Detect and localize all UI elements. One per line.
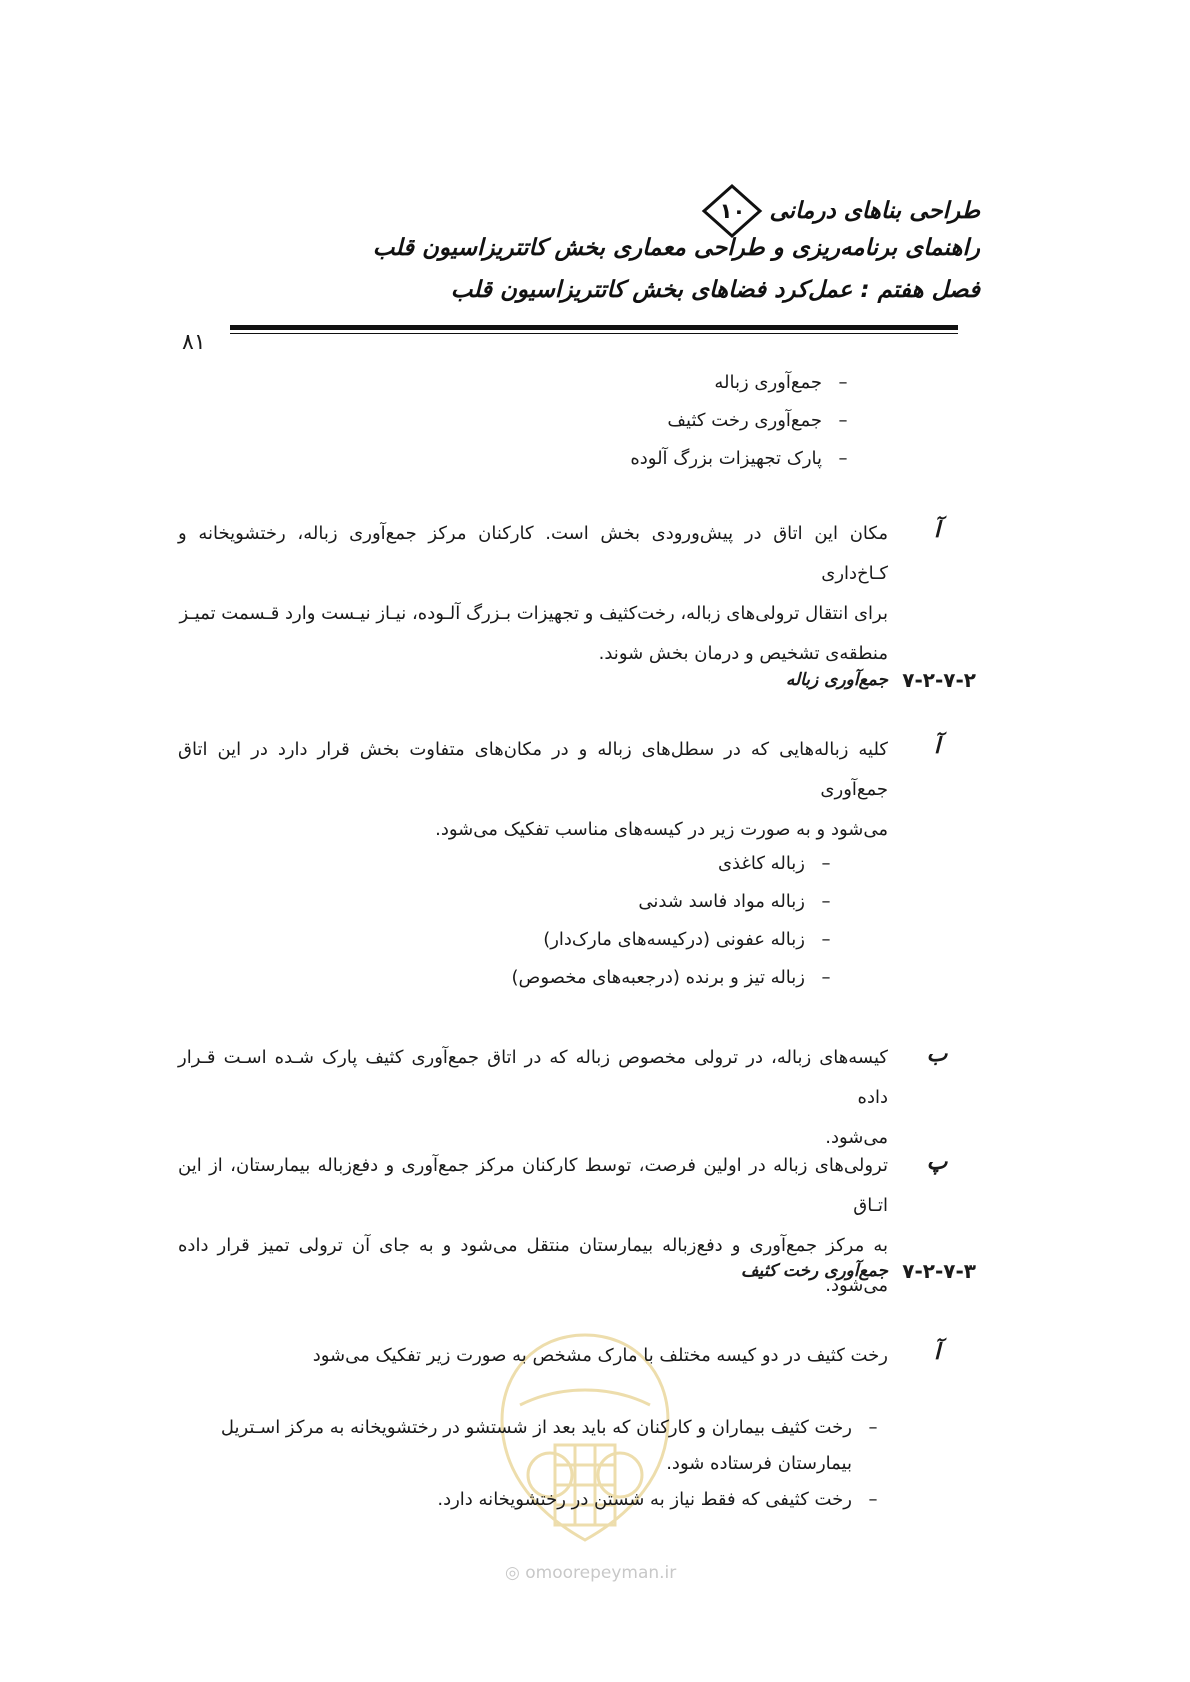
list-item-text: پارک تجهیزات بزرگ آلوده — [630, 448, 822, 469]
bullet-dash: – — [868, 1489, 878, 1510]
header-series-title: طراحی بناهای درمانی — [769, 198, 980, 224]
list-item — [140, 1410, 880, 1482]
paragraph-marker: آ — [933, 734, 941, 759]
section-title: جمع‌آوری رخت کثیف — [740, 1261, 888, 1281]
paragraph-line: برای انتقال ترولی‌های زباله، رخت‌کثیف و تجهیزات بـزرگ آلـوده، نیـاز نیـست وارد قـسمت تمیـز — [179, 603, 888, 624]
bullet-dash: – — [821, 853, 831, 874]
list-item — [714, 372, 850, 393]
bullet-dash: – — [838, 448, 848, 469]
section-title: جمع‌آوری زباله — [785, 670, 888, 690]
paragraph-line: به مرکز جمع‌آوری و دفع‌زباله بیمارستان منتقل می‌شود و به جای آن ترولی تمیز قرار داده می‌شود. — [178, 1235, 888, 1296]
list-item-text: رخت کثیفی که فقط نیاز به شستن در رختشویخانه دارد. — [437, 1489, 852, 1510]
list-item — [630, 448, 850, 469]
paragraph-line: مکان این اتاق در پیش‌ورودی بخش است. کارکنان مرکز جمع‌آوری زباله، رختشویخانه و کـاخ‌داری — [178, 523, 888, 584]
list-item — [140, 1482, 880, 1518]
paragraph-marker: پ — [926, 1150, 948, 1175]
section-number: ۷-۲-۷-۲ — [902, 668, 976, 692]
list-item — [638, 891, 833, 912]
list-item — [667, 410, 850, 431]
watermark-url-text: omoorepeyman.ir — [525, 1563, 677, 1583]
chapter-title: فصل هفتم : عمل‌کرد فضاهای بخش کاتتریزاسیون قلب — [450, 277, 980, 303]
list-item-text: زباله کاغذی — [717, 853, 805, 874]
laundry-paragraph-a — [178, 1336, 888, 1376]
waste-paragraph-b — [178, 1038, 888, 1158]
list-item — [718, 853, 833, 874]
list-item-text: رخت کثیف بیماران و کارکنان که باید بعد از شستشو در رختشویخانه به مرکز اسـتریل — [220, 1417, 852, 1438]
watermark-globe-icon: ◎ — [505, 1563, 520, 1583]
bullet-dash: – — [821, 891, 831, 912]
bullet-dash: – — [821, 967, 831, 988]
list-item-text: بیمارستان فرستاده شود. — [666, 1453, 852, 1474]
paragraph-line: کیسه‌های زباله، در ترولی مخصوص زباله که در اتاق جمع‌آوری کثیف پارک شـده اسـت قـرار داده — [178, 1047, 888, 1108]
bullet-dash: – — [821, 929, 831, 950]
list-item — [512, 967, 833, 988]
waste-paragraph-p — [178, 1146, 888, 1306]
section-number: ۷-۲-۷-۳ — [902, 1259, 976, 1283]
header-title-line — [701, 183, 980, 239]
waste-paragraph-a — [178, 730, 888, 850]
header-rule-thin — [230, 333, 958, 334]
header-rule-thick — [230, 325, 958, 330]
list-item-text: جمع‌آوری زباله — [714, 372, 822, 393]
paragraph-marker: آ — [933, 518, 941, 543]
paragraph-line: می‌شود و به صورت زیر در کیسه‌های مناسب تفکیک می‌شود. — [435, 819, 888, 840]
paragraph-marker: ب — [926, 1042, 948, 1067]
paragraph-line: کلیه زباله‌هایی که در سطل‌های زباله و در مکان‌های متفاوت بخش قرار دارد در این اتاق جمع‌آوری — [178, 739, 888, 800]
paragraph-line: ترولی‌های زباله در اولین فرصت، توسط کارکنان مرکز جمع‌آوری و دفع‌زباله بیمارستان، از این اتـاق — [178, 1155, 888, 1216]
paragraph-marker: آ — [933, 1340, 941, 1365]
page-number: ۸۱ — [182, 330, 206, 355]
bullet-dash: – — [868, 1417, 878, 1438]
paragraph-line: می‌شود. — [825, 1127, 888, 1148]
watermark-url — [505, 1563, 676, 1583]
guide-title: راهنمای برنامه‌ریزی و طراحی معماری بخش کاتتریزاسیون قلب — [372, 235, 980, 261]
intro-paragraph — [178, 514, 888, 674]
paragraph-line: رخت کثیف در دو کیسه مختلف با مارک مشخص به صورت زیر تفکیک می‌شود — [312, 1345, 888, 1366]
list-item-text: زباله تیز و برنده (درجعبه‌های مخصوص) — [511, 967, 805, 988]
list-item — [543, 929, 833, 950]
bullet-dash: – — [838, 410, 848, 431]
series-number-badge — [701, 183, 763, 239]
bullet-dash: – — [838, 372, 848, 393]
paragraph-line: منطقه‌ی تشخیص و درمان بخش شوند. — [598, 643, 888, 664]
series-number: ۱۰ — [719, 199, 746, 223]
list-item-text: جمع‌آوری رخت کثیف — [667, 410, 822, 431]
list-item-text: زباله عفونی (درکیسه‌های مارک‌دار) — [543, 929, 805, 950]
list-item-text: زباله مواد فاسد شدنی — [638, 891, 805, 912]
